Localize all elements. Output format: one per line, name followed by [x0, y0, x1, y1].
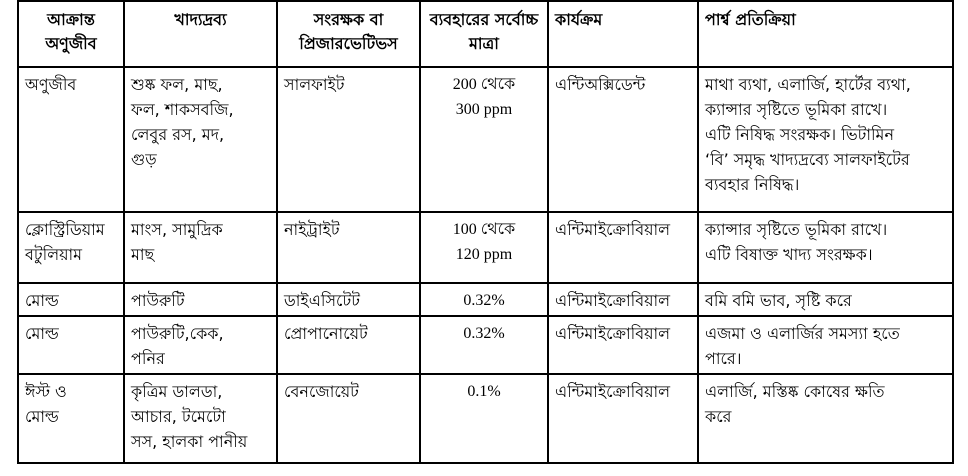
cell-organism: মোল্ড — [18, 283, 124, 316]
cell-max-dose: 0.32% — [420, 316, 548, 374]
header-affected-organism: আক্রান্ত অণুজীব — [18, 1, 124, 67]
table-row — [18, 316, 953, 374]
cell-foods: পাউরুটি,কেক, পনির — [124, 316, 277, 374]
preservatives-table — [17, 0, 954, 464]
cell-max-dose: 200 থেকে 300 ppm — [420, 67, 548, 212]
cell-action: এন্টিমাইক্রোবিয়াল — [548, 316, 698, 374]
cell-foods: পাউরুটি — [124, 283, 277, 316]
header-side-effects: পার্শ্ব প্রতিক্রিয়া — [698, 1, 953, 67]
cell-side-effects: এজমা ও এলার্জির সমস্যা হতে পারে। — [698, 316, 953, 374]
cell-foods: মাংস, সামুদ্রিক মাছ — [124, 212, 277, 283]
cell-organism: ঈস্ট ও মোল্ড — [18, 374, 124, 463]
cell-preservative: ডাইএসিটেট — [277, 283, 420, 316]
cell-preservative: বেনজোয়েট — [277, 374, 420, 463]
cell-organism: ক্লোস্ট্রিডিয়াম বটুলিয়াম — [18, 212, 124, 283]
header-action: কার্যক্রম — [548, 1, 698, 67]
cell-foods: কৃত্রিম ডালডা, আচার, টমেটো সস, হালকা পানীয় — [124, 374, 277, 463]
cell-preservative: প্রোপানোয়েট — [277, 316, 420, 374]
table-row — [18, 212, 953, 283]
table-header-row — [18, 1, 953, 67]
header-food-items: খাদ্যদ্রব্য — [124, 1, 277, 67]
cell-organism: মোল্ড — [18, 316, 124, 374]
cell-preservative: নাইট্রাইট — [277, 212, 420, 283]
cell-side-effects: ক্যান্সার সৃষ্টিতে ভূমিকা রাখে। এটি বিষাক্ত খাদ্য সংরক্ষক। — [698, 212, 953, 283]
header-preservative: সংরক্ষক বা প্রিজারভেটিভস — [277, 1, 420, 67]
cell-side-effects: এলার্জি, মস্তিষ্ক কোষের ক্ষতি করে — [698, 374, 953, 463]
cell-side-effects: মাথা ব্যথা, এলার্জি, হার্টের ব্যথা, ক্যান্সার সৃষ্টিতে ভূমিকা রাখে। এটি নিষিদ্ধ সংরক্ষক। ভিটামিন ‘বি’ সমৃদ্ধ খাদ্যদ্রব্যে সালফাইটের ব্যবহার নিষিদ্ধ। — [698, 67, 953, 212]
header-max-dose: ব্যবহারের সর্বোচ্চ মাত্রা — [420, 1, 548, 67]
cell-side-effects: বমি বমি ভাব, সৃষ্টি করে — [698, 283, 953, 316]
cell-action: এন্টিমাইক্রোবিয়াল — [548, 283, 698, 316]
table-row — [18, 67, 953, 212]
cell-max-dose: 0.1% — [420, 374, 548, 463]
cell-action: এন্টিঅক্সিডেন্ট — [548, 67, 698, 212]
cell-max-dose: 100 থেকে 120 ppm — [420, 212, 548, 283]
table-row — [18, 374, 953, 463]
cell-max-dose: 0.32% — [420, 283, 548, 316]
cell-action: এন্টিমাইক্রোবিয়াল — [548, 212, 698, 283]
cell-foods: শুষ্ক ফল, মাছ, ফল, শাকসবজি, লেবুর রস, মদ, গুড় — [124, 67, 277, 212]
cell-preservative: সালফাইট — [277, 67, 420, 212]
cell-action: এন্টিমাইক্রোবিয়াল — [548, 374, 698, 463]
cell-organism: অণুজীব — [18, 67, 124, 212]
table-row — [18, 283, 953, 316]
